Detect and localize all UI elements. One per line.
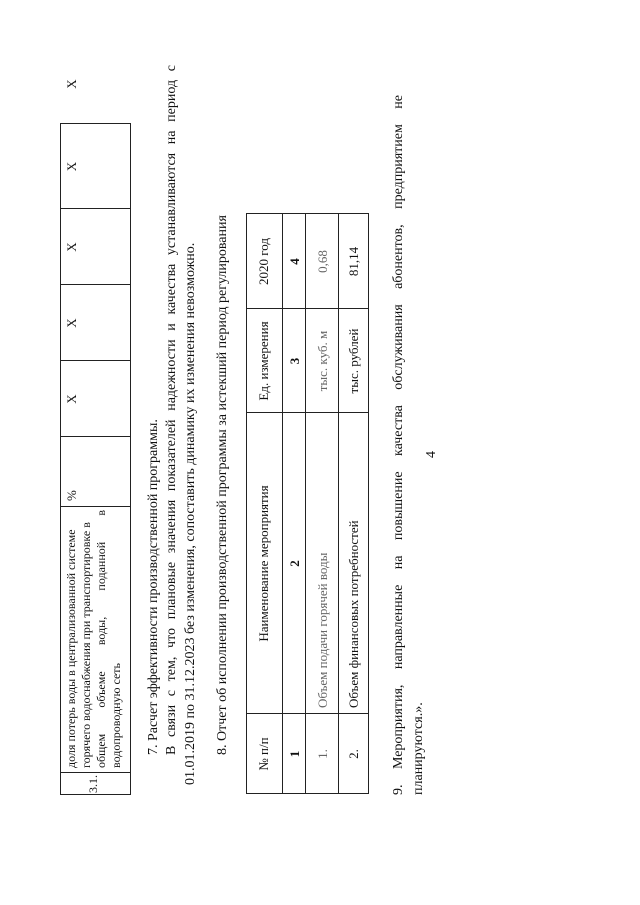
header-cell: № п/п [256,737,271,771]
section-8-heading: 8. Отчет об исполнении производственной программы за истекший период регулирования [215,215,230,755]
value-cell: Х [64,318,79,328]
header-cell: Ед. измерения [256,321,271,401]
header-cell: Наименование мероприятия [256,485,271,642]
header-cell: 2020 год [256,238,271,285]
section-9-line-1: 9. Мероприятия, направленные на повышение качества обслуживания абонентов, предприятием не [391,95,406,795]
section-7-line-1: В связи с тем, что плановые значения показателей надежности и качества устанавливаются на период с [164,65,179,755]
table-row: Объем подачи горячей воды [315,552,330,708]
section-7-heading: 7. Расчет эффективности производственной программы. [146,419,161,755]
table-row: тыс. рублей [346,328,361,394]
table-row: 0,68 [315,250,330,273]
index-cell: 2 [287,560,302,567]
table-row: 81,14 [346,246,361,277]
section-7-line-2: 01.01.2019 по 31.12.2023 без изменения, сопоставить динамику их изменения невозможно. [183,242,198,785]
unit-cell: % [64,490,79,501]
table-row: Объем финансовых потребностей [346,520,361,708]
value-cell: Х [64,161,79,172]
table-row: 2. [346,749,361,759]
table-row: 1. [315,749,330,759]
value-cell: Х [64,242,79,252]
value-cell: Х [64,394,79,404]
section-9-line-2: планируются.». [411,702,426,795]
value-cell: Х [64,79,79,89]
table-row: тыс. куб. м [315,330,330,392]
indicator-name: доля потерь воды в централизованной системе горячего водоснабжения при транспортировке в общем объеме воды, поданной в водопроводную сеть [64,510,123,768]
index-cell: 3 [287,357,302,365]
index-cell: 4 [287,258,302,265]
row-number: 3.1. [86,775,100,793]
index-cell: 1 [287,750,302,758]
page-number: 4 [424,451,439,458]
